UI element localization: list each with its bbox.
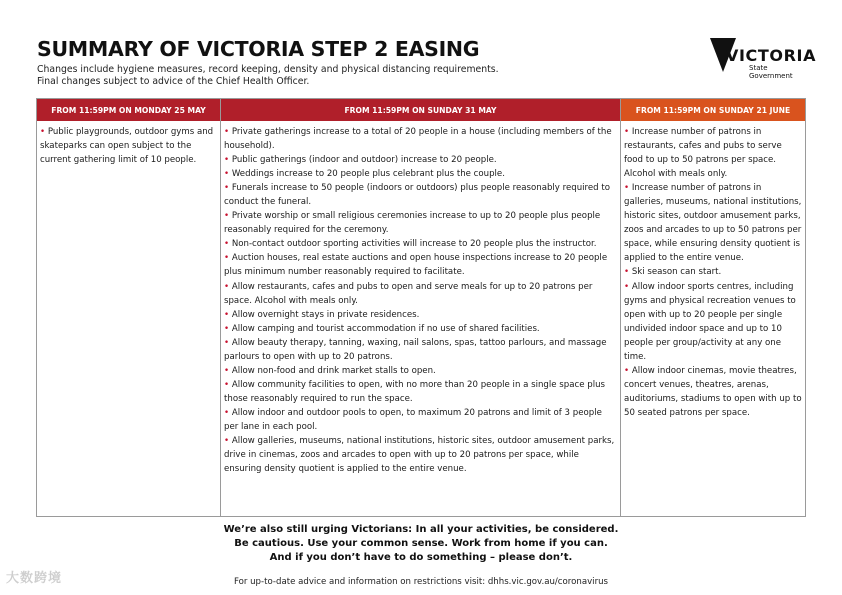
bullet-icon: • [224, 281, 232, 292]
urging-line: And if you don’t have to do something – please don’t. [269, 552, 573, 563]
list-item [224, 322, 617, 336]
column-25-may [37, 99, 220, 516]
bullet-icon: • [624, 365, 632, 376]
column-body [37, 121, 220, 167]
list-item-text: Non-contact outdoor sporting activities will increase to 20 people plus the instructor. [231, 239, 597, 250]
list-item-text: Auction houses, real estate auctions and open house inspections increase to 20 people plus minimum number reasonably required to facilitate. [224, 253, 608, 278]
urging-line: Be cautious. Use your common sense. Work from home if you can. [234, 538, 608, 549]
bullet-icon: • [224, 239, 232, 250]
column-body [621, 121, 805, 420]
list-item-text: Private gatherings increase to a total of 20 people in a house (including members of the household). [224, 127, 612, 152]
list-item [624, 125, 802, 181]
list-item-text: Public playgrounds, outdoor gyms and skateparks can open subject to the current gathering limit of 10 people. [40, 127, 214, 166]
bullet-icon: • [624, 183, 632, 194]
column-21-june [620, 99, 805, 516]
list-item-text: Funerals increase to 50 people (indoors or outdoors) plus people reasonably required to conduct the funeral. [224, 183, 610, 208]
bullet-icon: • [224, 169, 232, 180]
list-item [224, 378, 617, 406]
list-item-text: Allow camping and tourist accommodation if no use of shared facilities. [231, 323, 540, 334]
page-title: SUMMARY OF VICTORIA STEP 2 EASING [37, 37, 480, 61]
list-item [224, 167, 617, 181]
list-item-text: Allow beauty therapy, tanning, waxing, nail salons, spas, tattoo parlours, and massage parlours to open with up to 20 patrons. [224, 337, 607, 362]
bullet-icon: • [224, 337, 232, 348]
list-item-text: Allow community facilities to open, with no more than 20 people in a single space plus those reasonably required to run the space. [224, 379, 606, 404]
watermark: 大数跨境 [6, 571, 63, 586]
bullet-icon: • [624, 127, 632, 137]
column-header: FROM 11:59PM ON SUNDAY 31 MAY [221, 99, 620, 121]
list-item [224, 308, 617, 322]
list-item-text: Increase number of patrons in restaurants, cafes and pubs to serve food to up to 50 patrons per space. Alcohol with meals only. [624, 127, 782, 180]
list-item [224, 406, 617, 434]
list-item [224, 336, 617, 364]
bullet-icon: • [224, 436, 232, 447]
column-header: FROM 11:59PM ON SUNDAY 21 JUNE [621, 99, 805, 121]
list-item-text: Allow indoor and outdoor pools to open, to maximum 20 patrons and limit of 3 people per lane in each pool. [224, 407, 602, 432]
urging-message [0, 523, 842, 565]
list-item [224, 251, 617, 279]
subtitle [37, 64, 657, 87]
list-item-text: Allow overnight stays in private residences. [231, 309, 420, 320]
list-item-text: Allow galleries, museums, national institutions, historic sites, outdoor amusement parks, drive in cinemas, zoos and arcades to open with up to 20 patrons per space, while ensuring density quotient is applied to the entire venue. [224, 436, 615, 475]
column-31-may [220, 99, 620, 516]
list-item [40, 125, 217, 167]
bullet-icon: • [624, 267, 632, 278]
list-item-text: Private worship or small religious ceremonies increase to up to 20 people plus people reasonably required for the ceremony. [224, 211, 601, 236]
list-item-text: Allow non-food and drink market stalls to open. [231, 365, 436, 376]
easing-table [36, 98, 806, 517]
bullet-icon: • [224, 309, 232, 320]
bullet-icon: • [224, 211, 232, 222]
bullet-icon: • [40, 127, 48, 137]
list-item [224, 237, 617, 251]
bullet-icon: • [624, 281, 632, 292]
list-item [224, 181, 617, 209]
column-body [221, 121, 620, 476]
bullet-icon: • [224, 183, 232, 194]
footer-link-text: For up-to-date advice and information on restrictions visit: dhhs.vic.gov.au/coronavirus [233, 577, 609, 587]
list-item-text: Increase number of patrons in galleries, museums, national institutions, historic sites, outdoor amusement parks, zoos and arcades to up to 50 patrons per space, while ensuring density quotient is applied to the entire venue. [624, 183, 802, 264]
bullet-icon: • [224, 365, 232, 376]
list-item-text: Allow restaurants, cafes and pubs to open and serve meals for up to 20 patrons per space. Alcohol with meals only. [224, 281, 593, 306]
list-item [224, 364, 617, 378]
list-item [224, 280, 617, 308]
subtitle-line: Final changes subject to advice of the Chief Health Officer. [37, 75, 310, 87]
bullet-icon: • [224, 379, 232, 390]
urging-line: We’re also still urging Victorians: In all your activities, be considered. [223, 524, 619, 535]
bullet-icon: • [224, 323, 232, 334]
list-item-text: Weddings increase to 20 people plus celebrant plus the couple. [231, 169, 505, 180]
bullet-icon: • [224, 155, 232, 166]
list-item-text: Allow indoor cinemas, movie theatres, concert venues, theatres, arenas, auditoriums, stadiums to open with up to 50 seated patrons per space. [624, 365, 802, 418]
list-item-text: Ski season can start. [631, 267, 722, 278]
list-item-text: Public gatherings (indoor and outdoor) increase to 20 people. [231, 155, 497, 166]
list-item-text: Allow indoor sports centres, including gyms and physical recreation venues to open with up to 20 people per single undivided indoor space and up to 10 people per group/activity at any one time. [624, 281, 796, 362]
bullet-icon: • [224, 407, 232, 418]
list-item [224, 209, 617, 237]
list-item [624, 280, 802, 364]
bullet-icon: • [224, 127, 232, 137]
subtitle-line: Changes include hygiene measures, record keeping, density and physical distancing requirements. [37, 64, 499, 75]
list-item [224, 125, 617, 153]
list-item [624, 265, 802, 279]
list-item [224, 434, 617, 476]
list-item [624, 181, 802, 265]
logo-word: VICTORIA [726, 46, 817, 65]
bullet-icon: • [224, 253, 232, 264]
logo-subtext: State Government [749, 64, 793, 80]
list-item [624, 364, 802, 420]
column-header: FROM 11:59PM ON MONDAY 25 MAY [37, 99, 220, 121]
list-item [224, 153, 617, 167]
